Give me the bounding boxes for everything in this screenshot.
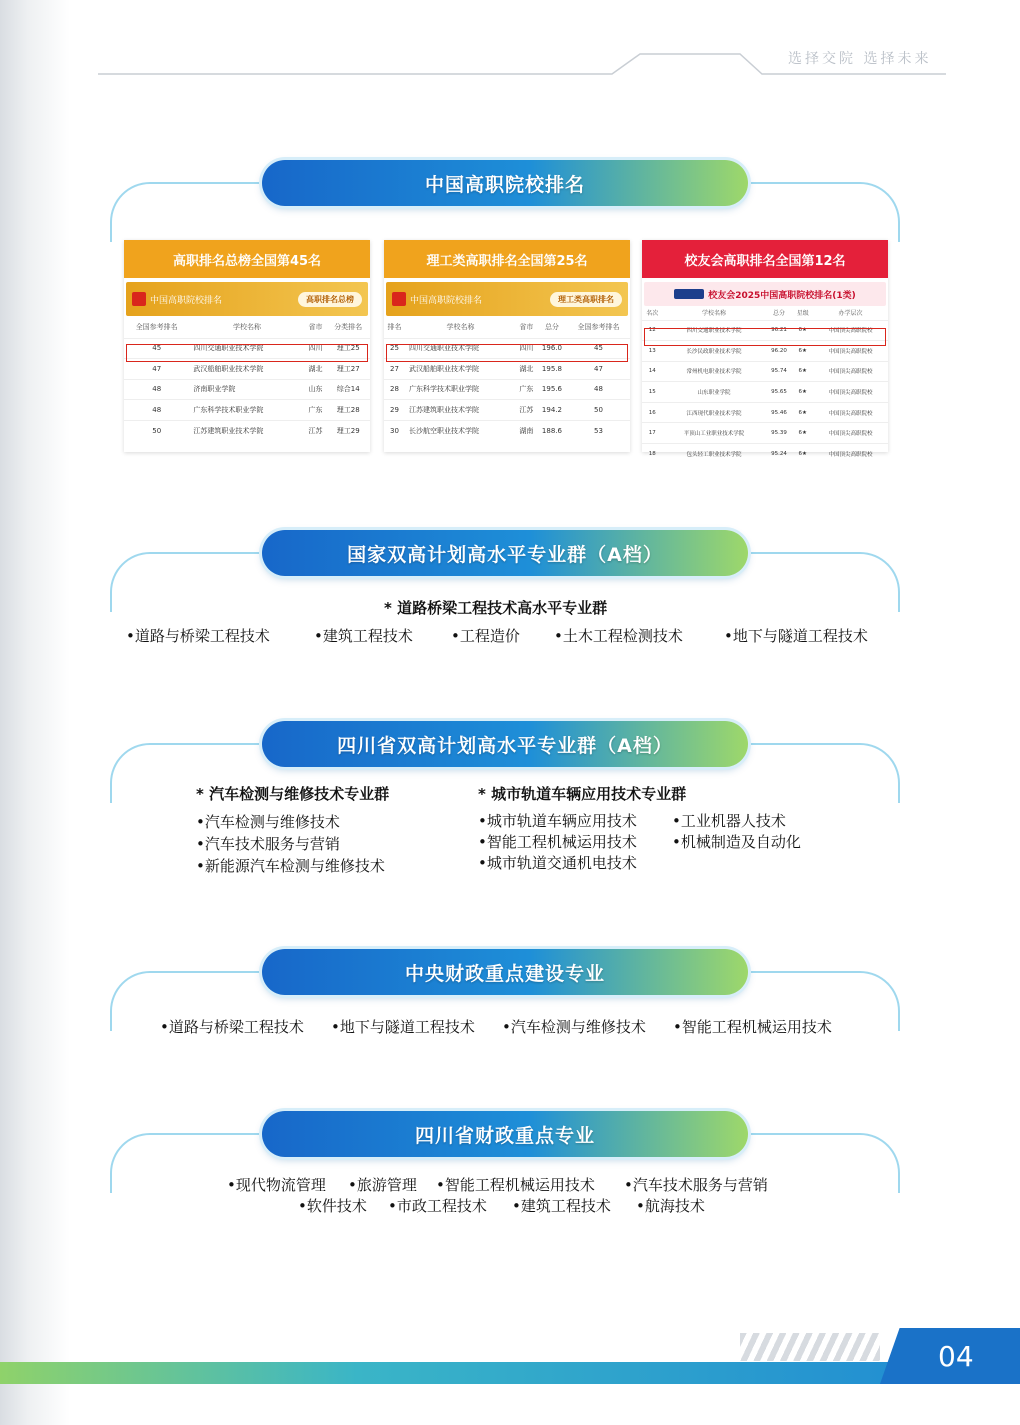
table-cell: 48 — [567, 379, 630, 400]
table-cell: 理工25 — [326, 338, 370, 359]
major-item: •软件技术 — [298, 1197, 367, 1215]
major-item: •新能源汽车检测与维修技术 — [196, 857, 385, 875]
column-header: 星级 — [796, 310, 809, 318]
table-cell: 16 — [642, 402, 662, 423]
column-header: 总分 — [773, 310, 786, 318]
footer-band — [0, 1362, 1020, 1384]
table-cell: 广东 — [305, 400, 327, 421]
page-number: 04 — [938, 1340, 974, 1373]
group-title: * 汽车检测与维修技术专业群 — [196, 785, 390, 803]
table-cell: 中国顶尖高职院校 — [813, 320, 888, 341]
card-header: 校友会高职排名全国第12名 — [642, 240, 888, 278]
table-cell: 195.6 — [537, 379, 567, 400]
card-subheader — [126, 282, 368, 316]
sichuan-title: 四川省双高计划高水平专业群（A档） — [337, 734, 673, 757]
card-tag: 高职排名总榜 — [298, 292, 362, 307]
table-cell: 常州机电职业技术学院 — [662, 361, 765, 382]
table-cell: 95.74 — [766, 361, 793, 382]
ranking-logo-icon — [132, 292, 146, 306]
table-cell: 广东科学技术职业学院 — [405, 379, 516, 400]
card-subheader — [386, 282, 628, 316]
table-cell: 中国顶尖高职院校 — [813, 382, 888, 403]
major-item: •汽车检测与维修技术 — [502, 1018, 646, 1036]
table-cell: 江苏 — [305, 420, 327, 441]
column-header: 省市 — [308, 322, 323, 331]
table-cell: 30 — [384, 420, 405, 441]
table-row — [384, 359, 630, 380]
column-header: 学校名称 — [702, 310, 727, 318]
table-cell: 四川交通职业技术学院 — [189, 338, 304, 359]
table-row — [642, 444, 888, 465]
card-header: 高职排名总榜全国第45名 — [124, 240, 370, 278]
table-row — [124, 338, 370, 359]
provincial-banner — [262, 1111, 748, 1157]
table-cell: 山东职业学院 — [662, 382, 765, 403]
table-cell: 江苏建筑职业技术学院 — [189, 420, 304, 441]
table-row — [124, 400, 370, 421]
page-edge-shadow — [0, 0, 70, 1425]
table-row — [642, 382, 888, 403]
table-row — [124, 379, 370, 400]
major-item: •旅游管理 — [348, 1176, 417, 1194]
table-cell: 济南职业学院 — [189, 379, 304, 400]
header-decor-line — [0, 0, 1020, 90]
central-banner — [262, 949, 748, 995]
table-cell: 湖南 — [516, 420, 537, 441]
major-item: •道路与桥梁工程技术 — [160, 1018, 304, 1036]
column-header: 总分 — [544, 322, 559, 331]
table-cell: 95.39 — [766, 423, 793, 444]
national-banner — [262, 530, 748, 576]
card-subtitle: 中国高职院校排名 — [150, 295, 223, 306]
table-cell: 广东 — [516, 379, 537, 400]
table-cell: 6★ — [792, 423, 812, 444]
major-item: •城市轨道交通机电技术 — [478, 854, 637, 872]
table-cell: 四川 — [305, 338, 327, 359]
major-item: •航海技术 — [636, 1197, 705, 1215]
ranking-table — [124, 316, 370, 441]
major-item: •土木工程检测技术 — [554, 627, 683, 645]
column-header: 排名 — [387, 322, 402, 331]
table-cell: 53 — [567, 420, 630, 441]
table-cell: 50 — [124, 420, 189, 441]
major-item: •智能工程机械运用技术 — [673, 1018, 832, 1036]
table-row — [384, 338, 630, 359]
table-cell: 中国顶尖高职院校 — [813, 423, 888, 444]
table-cell: 湖北 — [305, 359, 327, 380]
major-item: •机械制造及自动化 — [672, 833, 801, 851]
table-cell: 96.21 — [766, 320, 793, 341]
table-cell: 包头轻工职业技术学院 — [662, 444, 765, 465]
table-cell: 47 — [124, 359, 189, 380]
group-title: * 城市轨道车辆应用技术专业群 — [478, 785, 687, 803]
column-header: 省市 — [519, 322, 534, 331]
table-cell: 18 — [642, 444, 662, 465]
table-cell: 96.20 — [766, 341, 793, 362]
table-cell: 中国顶尖高职院校 — [813, 444, 888, 465]
table-cell: 48 — [124, 400, 189, 421]
card-header: 理工类高职排名全国第25名 — [384, 240, 630, 278]
table-cell: 中国顶尖高职院校 — [813, 402, 888, 423]
table-cell: 四川 — [516, 338, 537, 359]
sichuan-banner — [262, 721, 748, 767]
major-item: •汽车技术服务与营销 — [624, 1176, 768, 1194]
table-cell: 47 — [567, 359, 630, 380]
major-item: •智能工程机械运用技术 — [436, 1176, 595, 1194]
major-item: •建筑工程技术 — [314, 627, 413, 645]
table-cell: 6★ — [792, 444, 812, 465]
ranking-card-alumni — [642, 240, 888, 459]
table-cell: 195.8 — [537, 359, 567, 380]
table-cell: 长沙民政职业技术学院 — [662, 341, 765, 362]
major-item: •建筑工程技术 — [512, 1197, 611, 1215]
table-cell: 6★ — [792, 361, 812, 382]
table-row — [642, 402, 888, 423]
table-row — [642, 320, 888, 341]
table-cell: 山东 — [305, 379, 327, 400]
card-subtitle: 中国高职院校排名 — [410, 295, 483, 306]
table-cell: 15 — [642, 382, 662, 403]
table-row — [642, 341, 888, 362]
table-cell: 6★ — [792, 382, 812, 403]
table-row — [384, 420, 630, 441]
table-cell: 理工27 — [326, 359, 370, 380]
provincial-title: 四川省财政重点专业 — [414, 1124, 595, 1147]
table-cell: 江西现代职业技术学院 — [662, 402, 765, 423]
major-item: •汽车检测与维修技术 — [196, 813, 340, 831]
table-cell: 江苏 — [516, 400, 537, 421]
table-row — [642, 423, 888, 444]
table-cell: 27 — [384, 359, 405, 380]
table-cell: 江苏建筑职业技术学院 — [405, 400, 516, 421]
table-cell: 四川交通职业技术学院 — [662, 320, 765, 341]
table-cell: 194.2 — [537, 400, 567, 421]
table-cell: 50 — [567, 400, 630, 421]
major-item: •汽车技术服务与营销 — [196, 835, 340, 853]
table-row — [384, 379, 630, 400]
major-item: •现代物流管理 — [227, 1176, 326, 1194]
table-cell: 中国顶尖高职院校 — [813, 361, 888, 382]
table-cell: 武汉船舶职业技术学院 — [405, 359, 516, 380]
table-cell: 29 — [384, 400, 405, 421]
table-cell: 188.6 — [537, 420, 567, 441]
ranking-table — [384, 316, 630, 441]
table-cell: 95.46 — [766, 402, 793, 423]
table-cell: 长沙航空职业技术学院 — [405, 420, 516, 441]
table-cell: 广东科学技术职业学院 — [189, 400, 304, 421]
alumni-logo-icon — [674, 289, 704, 299]
column-header: 名次 — [646, 310, 659, 318]
ranking-card-overall — [124, 240, 370, 452]
table-cell: 12 — [642, 320, 662, 341]
card-subheader — [644, 282, 886, 306]
ranking-logo-icon — [392, 292, 406, 306]
table-cell: 196.0 — [537, 338, 567, 359]
column-header: 分类排名 — [334, 322, 363, 331]
header-slogan: 选择交院 选择未来 — [788, 51, 932, 67]
table-cell: 95.24 — [766, 444, 793, 465]
table-row — [642, 361, 888, 382]
column-header: 学校名称 — [446, 322, 475, 331]
card-tag: 理工类高职排名 — [550, 292, 622, 307]
table-cell: 17 — [642, 423, 662, 444]
card-subtitle: 校友会2025中国高职院校排名(1类) — [708, 290, 856, 301]
table-cell: 综合14 — [326, 379, 370, 400]
table-cell: 理工29 — [326, 420, 370, 441]
table-cell: 平顶山工业职业技术学院 — [662, 423, 765, 444]
column-header: 办学层次 — [838, 310, 863, 318]
table-cell: 理工28 — [326, 400, 370, 421]
column-header: 学校名称 — [232, 322, 261, 331]
major-item: •地下与隧道工程技术 — [724, 627, 868, 645]
table-cell: 14 — [642, 361, 662, 382]
table-cell: 湖北 — [516, 359, 537, 380]
table-cell: 6★ — [792, 320, 812, 341]
table-cell: 45 — [567, 338, 630, 359]
ranking-card-science — [384, 240, 630, 452]
table-cell: 25 — [384, 338, 405, 359]
table-cell: 中国顶尖高职院校 — [813, 341, 888, 362]
table-row — [124, 420, 370, 441]
ranking-table — [642, 306, 888, 464]
table-row — [384, 400, 630, 421]
ranking-title: 中国高职院校排名 — [424, 173, 585, 196]
table-cell: 48 — [124, 379, 189, 400]
footer-stripes — [740, 1333, 880, 1361]
table-cell: 武汉船舶职业技术学院 — [189, 359, 304, 380]
table-cell: 13 — [642, 341, 662, 362]
central-title: 中央财政重点建设专业 — [404, 962, 605, 985]
table-row — [124, 359, 370, 380]
table-cell: 6★ — [792, 341, 812, 362]
major-item: •城市轨道车辆应用技术 — [478, 812, 637, 830]
major-item: •地下与隧道工程技术 — [331, 1018, 475, 1036]
national-group-title: * 道路桥梁工程技术高水平专业群 — [384, 599, 608, 617]
major-item: •道路与桥梁工程技术 — [126, 627, 270, 645]
table-cell: 95.65 — [766, 382, 793, 403]
table-cell: 四川交通职业技术学院 — [405, 338, 516, 359]
column-header: 全国参考排名 — [577, 322, 620, 331]
column-header: 全国参考排名 — [135, 322, 178, 331]
table-cell: 28 — [384, 379, 405, 400]
major-item: •智能工程机械运用技术 — [478, 833, 637, 851]
major-item: •工业机器人技术 — [672, 812, 786, 830]
ranking-banner — [262, 160, 748, 206]
table-cell: 45 — [124, 338, 189, 359]
major-item: •市政工程技术 — [388, 1197, 487, 1215]
national-title: 国家双高计划高水平专业群（A档） — [347, 543, 663, 566]
major-item: •工程造价 — [451, 627, 520, 645]
table-cell: 6★ — [792, 402, 812, 423]
